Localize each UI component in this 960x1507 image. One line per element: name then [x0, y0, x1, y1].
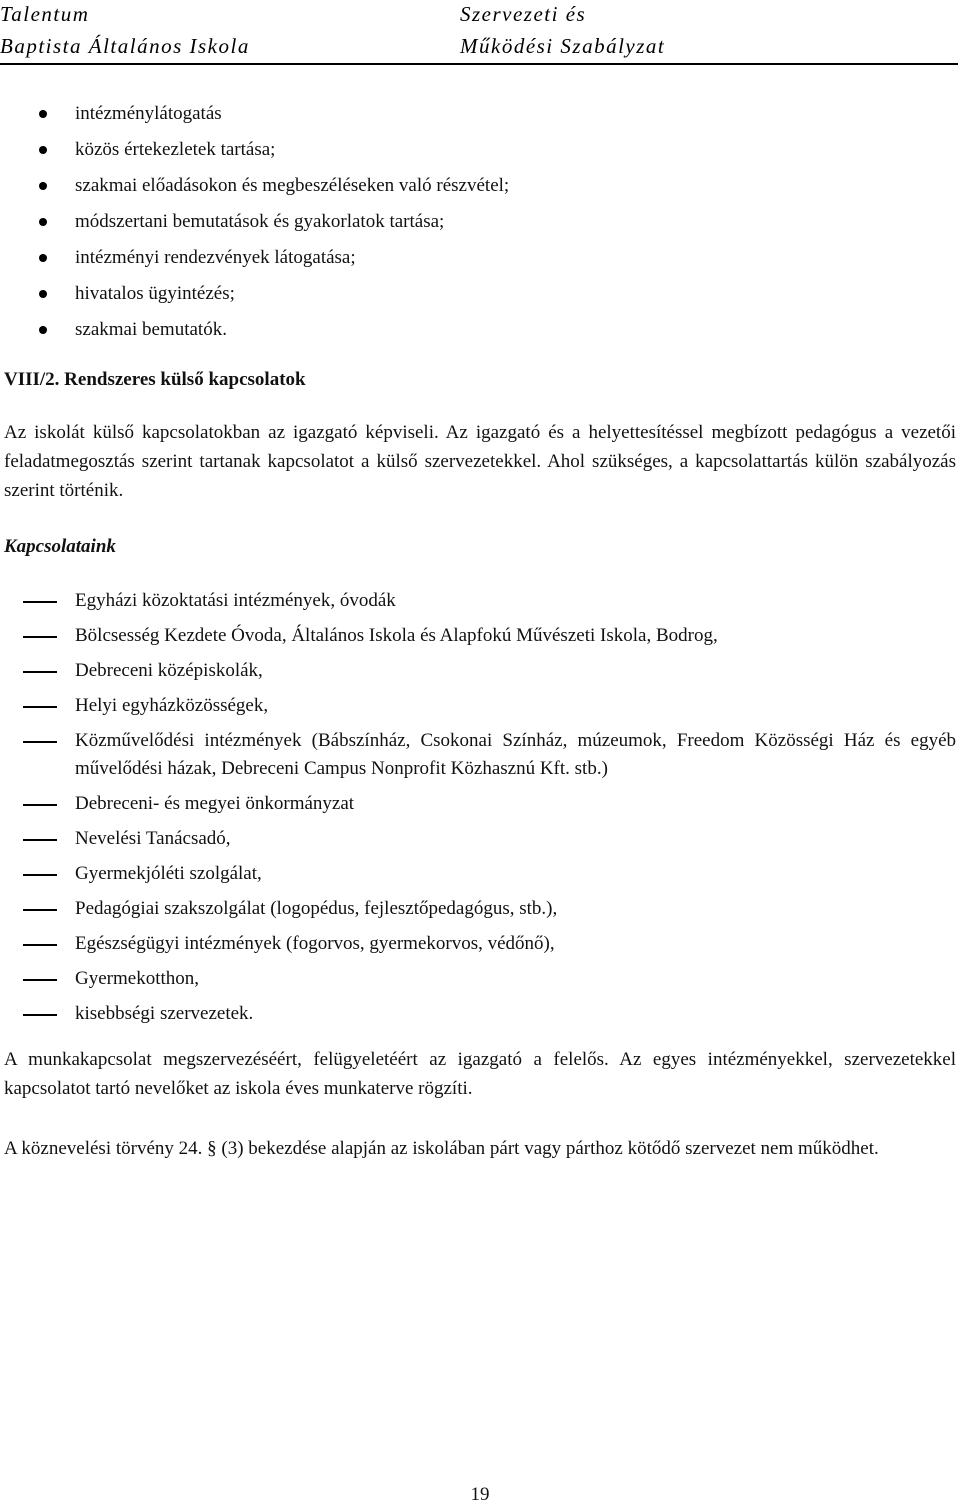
list-item: módszertani bemutatások és gyakorlatok tartása;: [4, 204, 956, 240]
list-item: közös értekezletek tartása;: [4, 132, 956, 168]
list-item: Debreceni- és megyei önkormányzat: [4, 790, 956, 818]
list-item: Gyermekjóléti szolgálat,: [4, 860, 956, 888]
header-rule: [0, 63, 958, 65]
list-item: szakmai bemutatók.: [4, 312, 956, 348]
activity-list: [4, 96, 956, 348]
dash-icon: [23, 944, 57, 946]
header-school-subtitle: Baptista Általános Iskola: [0, 34, 250, 58]
dash-icon: [23, 601, 57, 603]
law-paragraph: A köznevelési törvény 24. § (3) bekezdése alapján az iskolában párt vagy párthoz kötődő szervezet nem működhet.: [4, 1138, 879, 1159]
list-item: Egészségügyi intézmények (fogorvos, gyermekorvos, védőnő),: [4, 930, 956, 958]
dash-icon: [23, 804, 57, 806]
bullet-icon: [39, 254, 47, 262]
bullet-icon: [39, 218, 47, 226]
dash-icon: [23, 671, 57, 673]
dash-icon: [23, 1014, 57, 1016]
list-item: Pedagógiai szakszolgálat (logopédus, fejlesztőpedagógus, stb.),: [4, 895, 956, 923]
dash-icon: [23, 741, 57, 743]
contacts-subheading: Kapcsolataink: [4, 536, 116, 557]
list-item: Egyházi közoktatási intézmények, óvodák: [4, 587, 956, 615]
page-header: [0, 0, 960, 66]
bullet-icon: [39, 326, 47, 334]
bullet-icon: [39, 110, 47, 118]
intro-paragraph: Az iskolát külső kapcsolatokban az igazgató képviseli. Az igazgató és a helyettesítéssel megbízott pedagógus a vezetői feladatmegosztás szerint tartanak kapcsolatot a külső szervezetekkel. Ahol szükséges, a kapcsolattartás külön szabályozás szerint történik.: [4, 422, 956, 501]
list-item: intézménylátogatás: [4, 96, 956, 132]
header-school-name: Talentum: [0, 2, 90, 26]
list-item: Közművelődési intézmények (Bábszínház, Csokonai Színház, múzeumok, Freedom Közösségi Ház és egyéb művelődési házak, Debreceni Campus Nonprofit Közhasznú Kft. stb.): [4, 727, 956, 783]
page-number: 19: [470, 1484, 490, 1505]
dash-icon: [23, 979, 57, 981]
header-document-title-line2: Működési Szabályzat: [460, 34, 666, 58]
dash-icon: [23, 706, 57, 708]
section-heading: VIII/2. Rendszeres külső kapcsolatok: [4, 369, 306, 390]
dash-icon: [23, 909, 57, 911]
header-document-title-line1: Szervezeti és: [460, 2, 587, 26]
responsibility-paragraph: A munkakapcsolat megszervezéséért, felügyeletéért az igazgató a felelős. Az egyes intézményekkel, szervezetekkel kapcsolatot tartó nevelőket az iskola éves munkaterve rögzíti.: [4, 1049, 956, 1099]
bullet-icon: [39, 290, 47, 298]
list-item: Helyi egyházközösségek,: [4, 692, 956, 720]
dash-icon: [23, 874, 57, 876]
bullet-icon: [39, 182, 47, 190]
document-body: [4, 96, 956, 1163]
dash-icon: [23, 839, 57, 841]
contacts-list: [4, 587, 956, 1028]
list-item: hivatalos ügyintézés;: [4, 276, 956, 312]
list-item: Debreceni középiskolák,: [4, 657, 956, 685]
list-item: kisebbségi szervezetek.: [4, 1000, 956, 1028]
list-item: Nevelési Tanácsadó,: [4, 825, 956, 853]
dash-icon: [23, 636, 57, 638]
list-item: Bölcsesség Kezdete Óvoda, Általános Iskola és Alapfokú Művészeti Iskola, Bodrog,: [4, 622, 956, 650]
list-item: Gyermekotthon,: [4, 965, 956, 993]
list-item: szakmai előadásokon és megbeszéléseken való részvétel;: [4, 168, 956, 204]
list-item: intézményi rendezvények látogatása;: [4, 240, 956, 276]
bullet-icon: [39, 146, 47, 154]
